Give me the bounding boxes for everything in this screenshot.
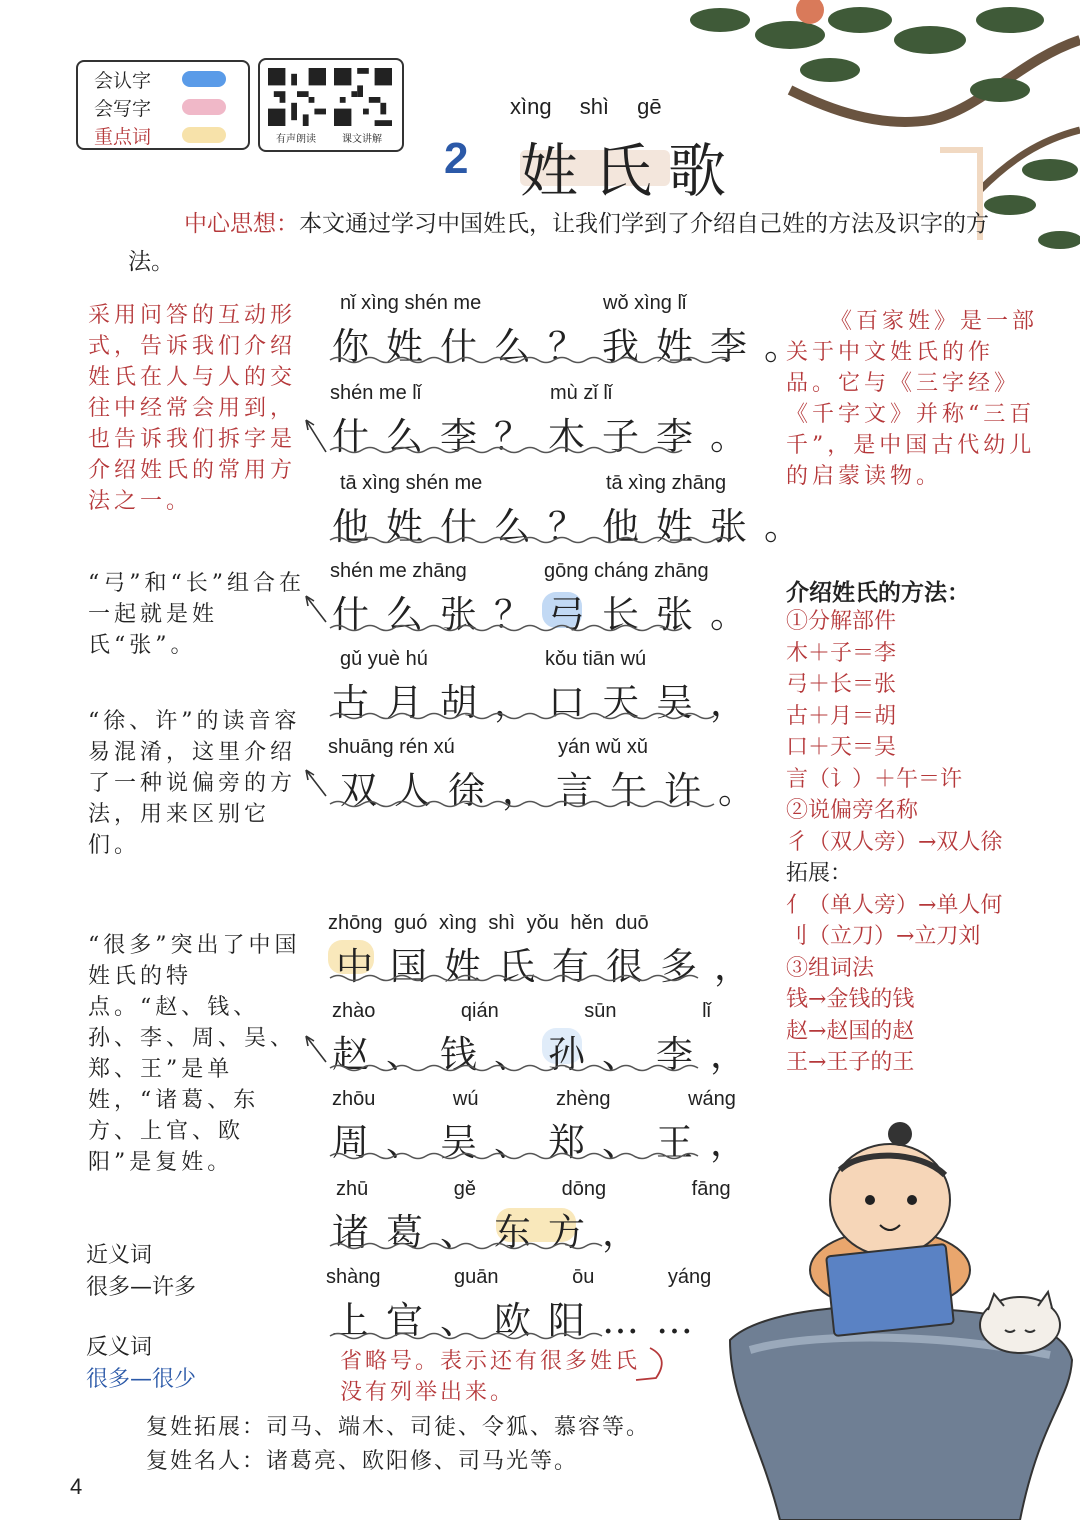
legend-label-keyword: 重点词: [94, 126, 152, 148]
method-line: 古＋月＝胡: [786, 703, 897, 729]
line4-pinyin-b: gōng cháng zhāng: [544, 560, 709, 582]
qr-label-lecture: 课文讲解: [342, 134, 382, 145]
poem-line-3: 他姓什么？他姓张。: [332, 505, 818, 548]
note-surnames: “很多”突出了中国姓氏的特点。“赵、钱、孙、李、周、吴、郑、王”是单姓，“诸葛、东方、上官、欧阳”是复姓。: [88, 933, 301, 1175]
method-line: ①分解部件: [786, 609, 897, 634]
methods-title: 介绍姓氏的方法：: [786, 580, 970, 606]
main-idea-text: 本文通过学习中国姓氏，让我们学到了介绍自己姓的方法及识字的方法。: [128, 211, 989, 275]
line9-pinyin: zhōu wú zhèng wáng: [332, 1088, 736, 1110]
line3-pinyin-a: tā xìng shén me: [340, 472, 483, 494]
line1-pinyin-a: nǐ xìng shén me: [340, 292, 482, 314]
lesson-title: 姓氏歌: [520, 137, 743, 205]
method-line: 刂（立刀）→立刀刘: [786, 924, 981, 949]
antonym-text: 很多—很少: [86, 1367, 197, 1392]
poem-line-4: 什么张？弓长张。: [332, 593, 764, 636]
ellipsis-note: 省略号。表示还有很多姓氏没有列举出来。: [340, 1349, 641, 1405]
line7-pinyin: zhōng guó xìng shì yǒu hěn duō: [328, 912, 649, 934]
line6-pinyin-b: yán wǔ xǔ: [558, 736, 649, 758]
line8-pinyin: zhào qián sūn lǐ: [332, 1000, 711, 1022]
poem-line-7: 中国姓氏有很多，: [336, 945, 768, 988]
method-line: ②说偏旁名称: [786, 798, 919, 823]
line10-pinyin: zhū gě dōng fāng: [336, 1178, 731, 1200]
note-question-answer: 采用问答的互动形式，告诉我们介绍姓氏在人与人的交往中经常会用到，也告诉我们拆字是介绍姓氏的常用方法之一。: [88, 303, 297, 514]
poem-line-5: 古月胡，口天吴，: [332, 681, 764, 724]
line2-pinyin-b: mù zǐ lǐ: [550, 382, 613, 404]
poem-line-2: 什么李？木子李。: [332, 415, 764, 458]
title-pinyin: xìng shì gē: [510, 94, 662, 119]
poem-line-6: 双人徐，言午许。: [340, 769, 772, 812]
compound-famous: 复姓名人：诸葛亮、欧阳修、司马光等。: [146, 1449, 579, 1474]
method-line: 木＋子＝李: [786, 640, 897, 666]
line1-pinyin-b: wǒ xìng lǐ: [603, 292, 687, 314]
line5-pinyin-b: kǒu tiān wú: [545, 648, 647, 670]
note-xu: “徐、许”的读音容易混淆，这里介绍了一种说偏旁的方法，用来区别它们。: [88, 709, 301, 858]
method-line: 亻（单人旁）→单人何: [786, 892, 1003, 918]
qr-label-audio: 有声朗读: [276, 134, 316, 145]
method-line: 拓展：: [786, 861, 853, 886]
line3-pinyin-b: tā xìng zhāng: [606, 472, 727, 494]
page-number: 4: [70, 1474, 83, 1499]
method-line: 赵→赵国的赵: [786, 1018, 915, 1044]
synonym-label: 近义词: [86, 1243, 153, 1268]
line4-pinyin-a: shén me zhāng: [330, 560, 467, 582]
poem-line-10: 诸葛、东方，: [332, 1211, 656, 1254]
line5-pinyin-a: gǔ yuè hú: [340, 648, 428, 670]
method-line: 王→王子的王: [786, 1050, 915, 1075]
compound-extension: 复姓拓展：司马、端木、司徒、令狐、慕容等。: [146, 1415, 651, 1440]
method-line: ③组词法: [786, 955, 875, 981]
poem-line-11: 上官、欧阳……: [332, 1299, 710, 1342]
method-line: 钱→金钱的钱: [786, 987, 915, 1012]
note-zhang: “弓”和“长”组合在一起就是姓氏“张”。: [88, 571, 305, 658]
main-idea-label: 中心思想：: [184, 211, 299, 237]
methods-list: [786, 606, 1002, 1079]
legend-label-recognize: 会认字: [94, 70, 152, 92]
poem-line-9: 周、吴、郑、王，: [332, 1121, 764, 1164]
boy-reading-illustration: [720, 1120, 1080, 1520]
method-line: 弓＋长＝张: [786, 672, 897, 697]
synonym-text: 很多—许多: [86, 1275, 197, 1300]
method-line: 彳（双人旁）→双人徐: [786, 829, 1003, 855]
method-line: 口＋天＝吴: [786, 735, 897, 760]
note-baijiaxing: 《百家姓》是一部关于中文姓氏的作品。它与《三字经》《千字文》并称“三百千”，是中国古代幼儿的启蒙读物。: [786, 309, 1039, 489]
poem-line-8: 赵、钱、孙、李，: [332, 1033, 764, 1076]
poem-line-1: 你姓什么？我姓李。: [332, 325, 818, 368]
legend-label-write: 会写字: [94, 98, 152, 120]
lesson-number: 2: [444, 134, 469, 183]
line2-pinyin-a: shén me lǐ: [330, 382, 422, 404]
antonym-label: 反义词: [86, 1335, 153, 1360]
method-line: 言（讠）＋午＝许: [786, 766, 963, 792]
line6-pinyin-a: shuāng rén xú: [328, 736, 455, 758]
line11-pinyin: shàng guān ōu yáng: [326, 1266, 712, 1288]
